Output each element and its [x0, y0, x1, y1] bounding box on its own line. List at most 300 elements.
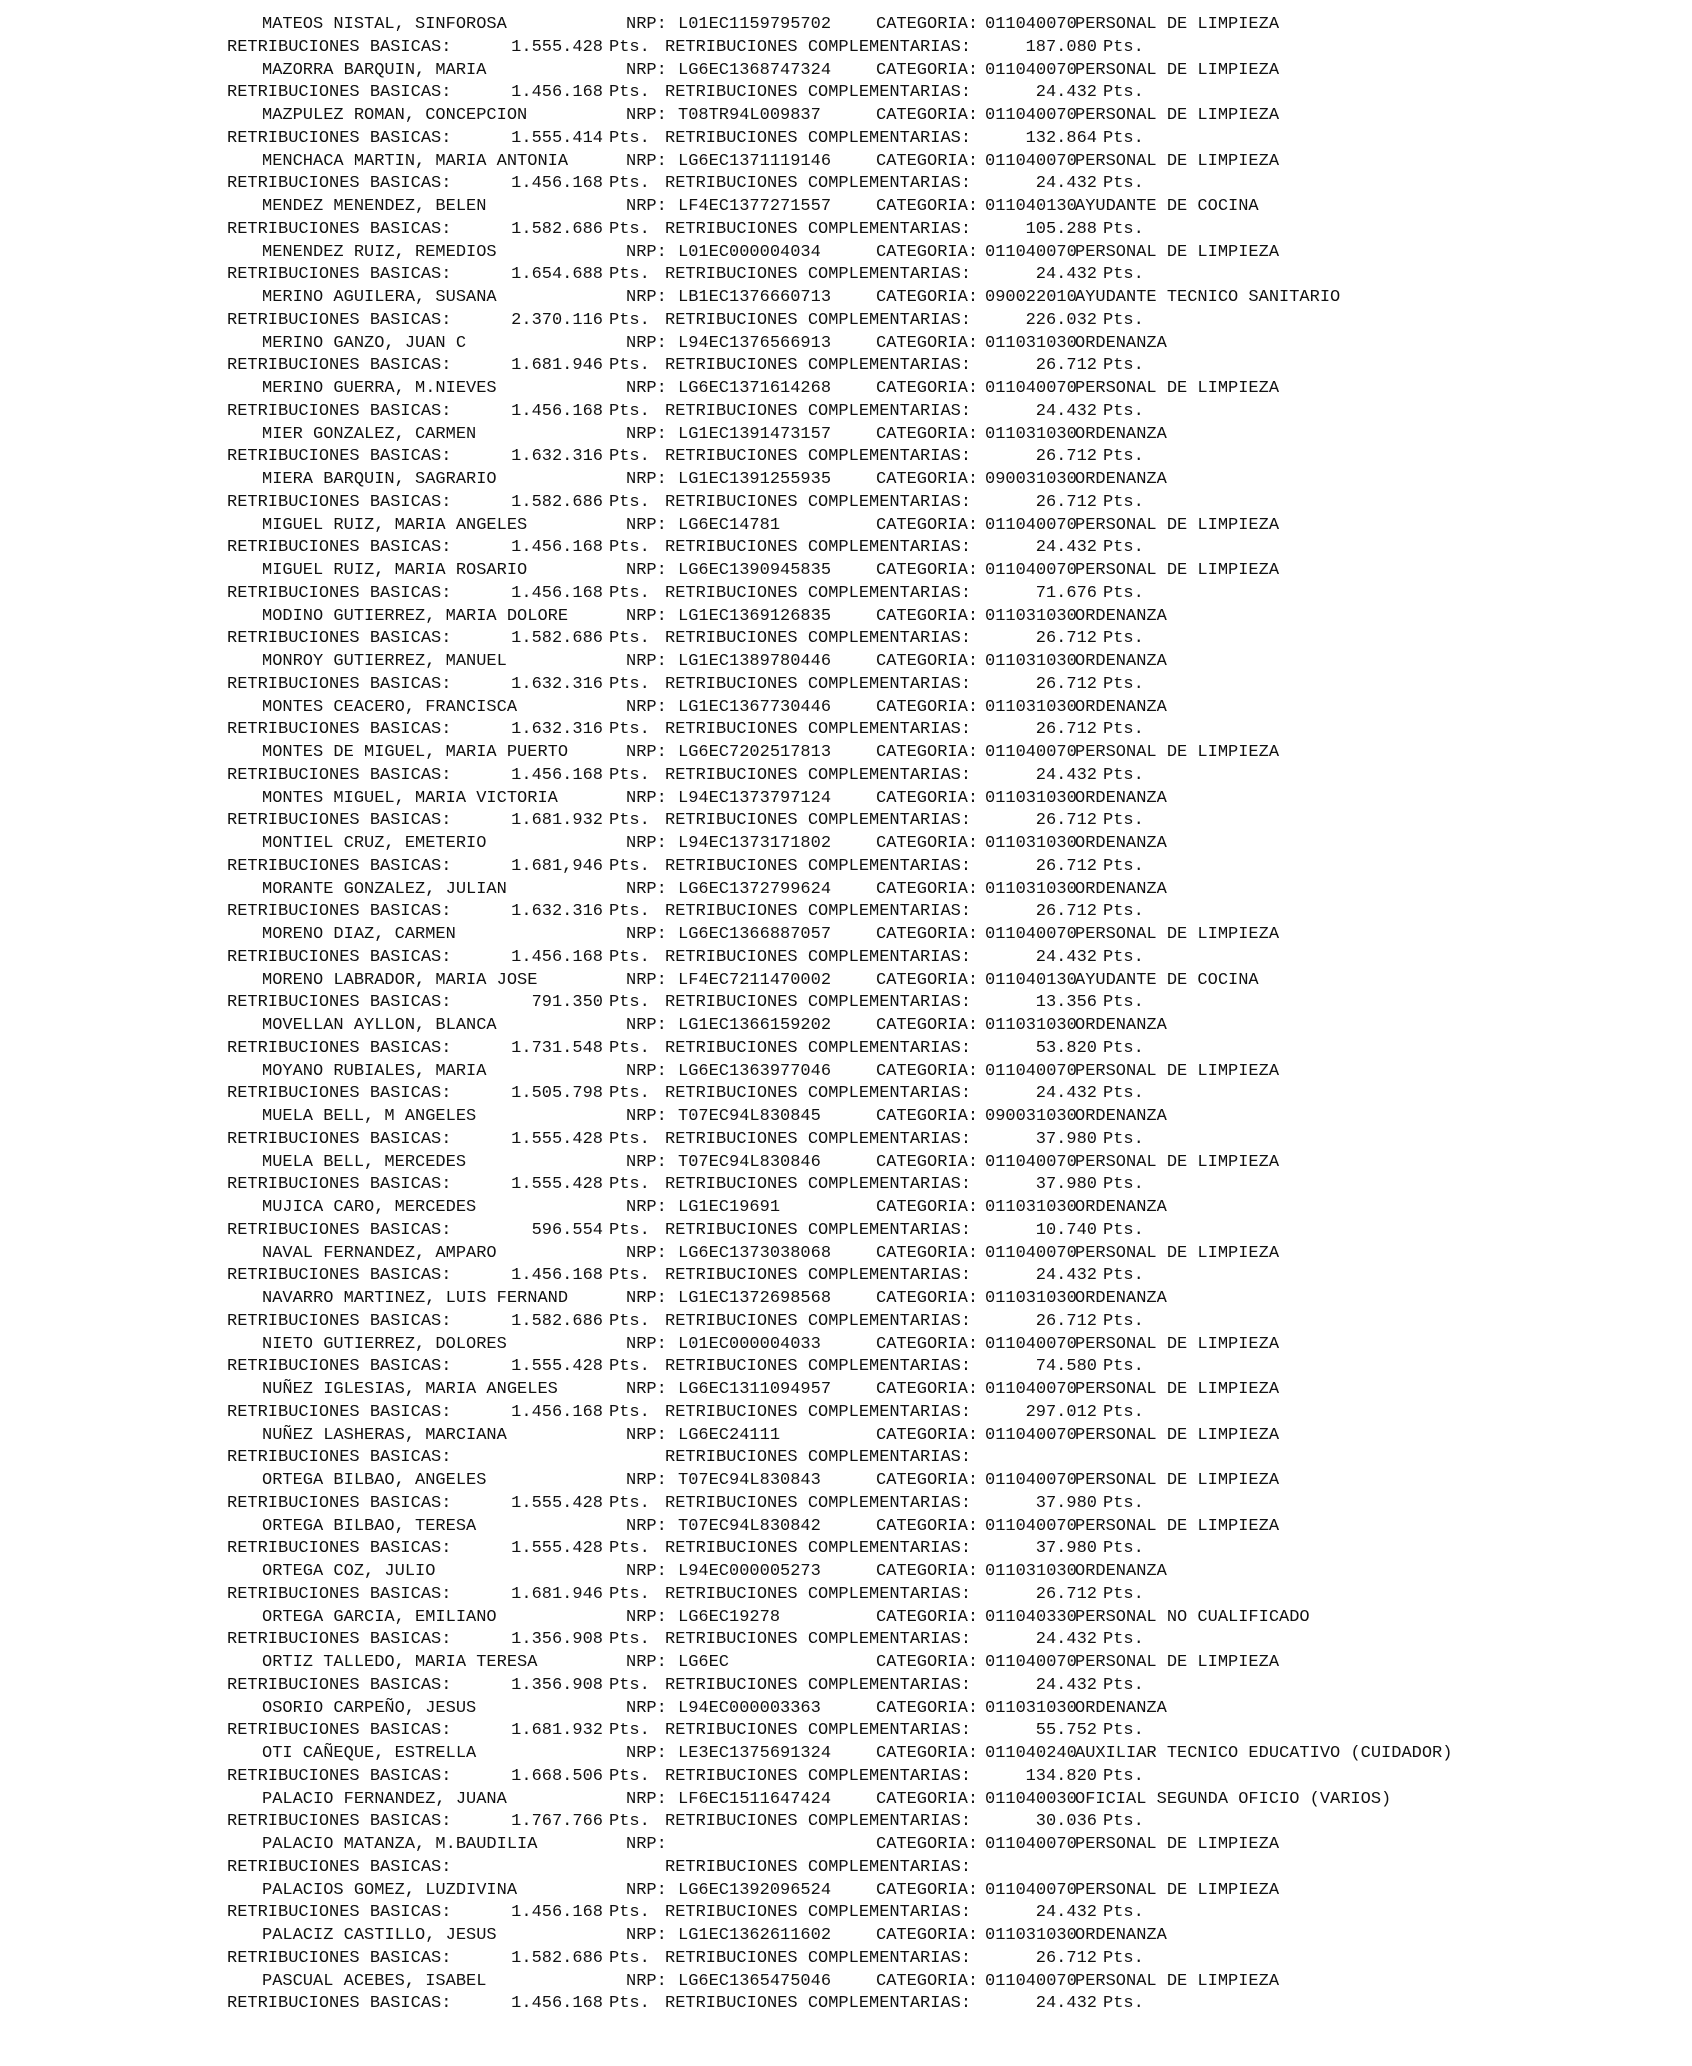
record-salary-line	[227, 583, 1667, 606]
complementarias-value: 297.012	[1025, 1402, 1097, 1422]
complementarias-currency: Pts.	[1103, 629, 1144, 649]
complementarias-currency: Pts.	[1103, 674, 1144, 694]
categoria-label: CATEGORIA:	[876, 925, 979, 944]
basicas-label: RETRIBUCIONES BASICAS:	[227, 447, 452, 467]
complementarias-currency: Pts.	[1103, 401, 1144, 421]
basicas-currency: Pts.	[609, 629, 650, 649]
employee-record	[227, 1925, 1667, 1971]
record-header-line	[227, 1470, 1667, 1493]
nrp-value: LG1EC1372698568	[678, 1289, 832, 1308]
basicas-value: 1.356.908	[511, 1675, 603, 1695]
categoria-name: ORDENANZA	[1075, 879, 1167, 899]
categoria-label: CATEGORIA:	[876, 1016, 979, 1035]
categoria-name: ORDENANZA	[1075, 424, 1167, 444]
categoria-code: 011040070	[985, 242, 1077, 262]
complementarias-currency: Pts.	[1103, 765, 1144, 785]
employee-record	[227, 924, 1667, 970]
nrp-label: NRP:	[626, 197, 667, 216]
nrp-value: LG1EC1366159202	[678, 1016, 832, 1035]
record-salary-line	[227, 82, 1667, 105]
nrp-label: NRP:	[626, 151, 667, 171]
nrp-label: NRP:	[626, 1380, 667, 1399]
record-salary-line	[227, 1174, 1667, 1197]
employee-record	[227, 651, 1667, 697]
nrp-value: LG6EC1373038068	[678, 1243, 832, 1263]
basicas-value: 1.681.946	[511, 356, 603, 376]
record-salary-line	[227, 674, 1667, 697]
nrp-value: LG1EC1367730446	[678, 697, 832, 717]
employee-record	[227, 1789, 1667, 1835]
employee-name: ORTEGA COZ, JULIO	[262, 1562, 436, 1581]
basicas-value: 1.456.168	[511, 1266, 603, 1286]
record-header-line	[227, 606, 1667, 629]
categoria-name: ORDENANZA	[1075, 1289, 1167, 1308]
employee-record	[227, 1516, 1667, 1562]
basicas-currency: Pts.	[609, 765, 650, 785]
complementarias-value: 30.036	[1035, 1812, 1097, 1832]
employee-record	[227, 424, 1667, 470]
nrp-value: LG6EC14781	[678, 515, 781, 535]
complementarias-value: 26.712	[1035, 1311, 1097, 1331]
basicas-currency: Pts.	[609, 128, 650, 148]
basicas-currency: Pts.	[609, 1812, 650, 1832]
categoria-code: 011040070	[985, 1835, 1077, 1854]
record-header-line	[227, 1425, 1667, 1448]
categoria-name: ORDENANZA	[1075, 834, 1167, 853]
record-salary-line	[227, 1720, 1667, 1743]
record-header-line	[227, 833, 1667, 856]
categoria-label: CATEGORIA:	[876, 1653, 979, 1672]
basicas-currency: Pts.	[609, 1266, 650, 1286]
basicas-currency: Pts.	[609, 1630, 650, 1650]
basicas-currency: Pts.	[609, 219, 650, 239]
basicas-label: RETRIBUCIONES BASICAS:	[227, 765, 452, 785]
basicas-label: RETRIBUCIONES BASICAS:	[227, 720, 452, 740]
complementarias-value: 26.712	[1035, 902, 1097, 922]
basicas-currency: Pts.	[609, 1402, 650, 1422]
basicas-label: RETRIBUCIONES BASICAS:	[227, 1357, 452, 1377]
nrp-value: LG6EC1392096524	[678, 1880, 832, 1900]
complementarias-value: 24.432	[1035, 265, 1097, 285]
complementarias-currency: Pts.	[1103, 1539, 1144, 1559]
categoria-code: 011040030	[985, 1789, 1077, 1809]
basicas-label: RETRIBUCIONES BASICAS:	[227, 174, 452, 194]
categoria-label: CATEGORIA:	[876, 970, 979, 990]
basicas-currency: Pts.	[609, 1675, 650, 1695]
basicas-value: 791.350	[531, 993, 603, 1013]
categoria-label: CATEGORIA:	[876, 1744, 979, 1763]
employee-list	[227, 14, 1667, 2016]
record-salary-line	[227, 1857, 1667, 1880]
basicas-label: RETRIBUCIONES BASICAS:	[227, 811, 452, 831]
categoria-code: 011031030	[985, 652, 1077, 671]
employee-name: NUÑEZ LASHERAS, MARCIANA	[262, 1425, 507, 1445]
employee-record	[227, 1379, 1667, 1425]
employee-record	[227, 469, 1667, 515]
basicas-label: RETRIBUCIONES BASICAS:	[227, 1220, 452, 1240]
employee-name: MERINO GANZO, JUAN C	[262, 333, 467, 353]
nrp-value: LG6EC1366887057	[678, 925, 832, 944]
categoria-label: CATEGORIA:	[876, 1607, 979, 1627]
categoria-name: ORDENANZA	[1075, 1926, 1167, 1945]
complementarias-label: RETRIBUCIONES COMPLEMENTARIAS:	[665, 1948, 972, 1968]
basicas-currency: Pts.	[609, 83, 650, 103]
nrp-value: LG1EC1369126835	[678, 606, 832, 626]
complementarias-label: RETRIBUCIONES COMPLEMENTARIAS:	[665, 993, 972, 1013]
record-header-line	[227, 1880, 1667, 1903]
categoria-label: CATEGORIA:	[876, 15, 979, 34]
basicas-currency: Pts.	[609, 37, 650, 57]
basicas-label: RETRIBUCIONES BASICAS:	[227, 1630, 452, 1650]
basicas-label: RETRIBUCIONES BASICAS:	[227, 1948, 452, 1968]
nrp-value: LG6EC1368747324	[678, 60, 832, 80]
record-header-line	[227, 879, 1667, 902]
categoria-label: CATEGORIA:	[876, 1198, 979, 1217]
nrp-value: T07EC94L830842	[678, 1516, 821, 1536]
basicas-label: RETRIBUCIONES BASICAS:	[227, 856, 452, 876]
nrp-label: NRP:	[626, 970, 667, 990]
basicas-currency: Pts.	[609, 1175, 650, 1195]
basicas-value: 2.370.116	[511, 310, 603, 330]
basicas-label: RETRIBUCIONES BASICAS:	[227, 1903, 452, 1923]
nrp-value: LG1EC1389780446	[678, 652, 832, 671]
basicas-label: RETRIBUCIONES BASICAS:	[227, 1675, 452, 1695]
record-header-line	[227, 1516, 1667, 1539]
categoria-name: PERSONAL DE LIMPIEZA	[1075, 151, 1280, 171]
complementarias-currency: Pts.	[1103, 174, 1144, 194]
record-header-line	[227, 287, 1667, 310]
employee-name: OSORIO CARPEÑO, JESUS	[262, 1698, 477, 1718]
employee-name: MATEOS NISTAL, SINFOROSA	[262, 15, 507, 34]
basicas-label: RETRIBUCIONES BASICAS:	[227, 538, 452, 558]
complementarias-currency: Pts.	[1103, 1493, 1144, 1513]
record-salary-line	[227, 128, 1667, 151]
complementarias-value: 37.980	[1035, 1129, 1097, 1149]
record-header-line	[227, 788, 1667, 811]
complementarias-label: RETRIBUCIONES COMPLEMENTARIAS:	[665, 947, 972, 967]
categoria-name: PERSONAL DE LIMPIEZA	[1075, 106, 1280, 125]
basicas-label: RETRIBUCIONES BASICAS:	[227, 83, 452, 103]
categoria-code: 011031030	[985, 788, 1077, 808]
categoria-label: CATEGORIA:	[876, 561, 979, 580]
employee-record	[227, 1470, 1667, 1516]
basicas-currency: Pts.	[609, 1129, 650, 1149]
record-header-line	[227, 1152, 1667, 1175]
categoria-name: PERSONAL DE LIMPIEZA	[1075, 1471, 1280, 1490]
employee-record	[227, 560, 1667, 606]
categoria-name: PERSONAL DE LIMPIEZA	[1075, 1653, 1280, 1672]
record-salary-line	[227, 1265, 1667, 1288]
record-header-line	[227, 515, 1667, 538]
employee-name: MORENO LABRADOR, MARIA JOSE	[262, 970, 538, 990]
record-header-line	[227, 333, 1667, 356]
complementarias-value: 26.712	[1035, 856, 1097, 876]
basicas-value: 1.456.168	[511, 83, 603, 103]
categoria-code: 011031030	[985, 879, 1077, 899]
categoria-label: CATEGORIA:	[876, 288, 979, 307]
categoria-code: 011040070	[985, 561, 1077, 580]
complementarias-currency: Pts.	[1103, 128, 1144, 148]
complementarias-label: RETRIBUCIONES COMPLEMENTARIAS:	[665, 1266, 972, 1286]
categoria-label: CATEGORIA:	[876, 1334, 979, 1354]
basicas-value: 1.681.932	[511, 1721, 603, 1741]
complementarias-currency: Pts.	[1103, 1402, 1144, 1422]
basicas-currency: Pts.	[609, 1220, 650, 1240]
categoria-name: AYUDANTE DE COCINA	[1075, 970, 1259, 990]
employee-record	[227, 1561, 1667, 1607]
complementarias-currency: Pts.	[1103, 447, 1144, 467]
employee-name: OTI CAÑEQUE, ESTRELLA	[262, 1744, 477, 1763]
categoria-code: 011031030	[985, 1016, 1077, 1035]
complementarias-currency: Pts.	[1103, 538, 1144, 558]
complementarias-value: 24.432	[1035, 1903, 1097, 1923]
categoria-name: PERSONAL DE LIMPIEZA	[1075, 60, 1280, 80]
basicas-value: 1.456.168	[511, 538, 603, 558]
basicas-value: 1.456.168	[511, 947, 603, 967]
categoria-code: 011040240	[985, 1744, 1077, 1763]
employee-name: PALACIZ CASTILLO, JESUS	[262, 1926, 497, 1945]
complementarias-label: RETRIBUCIONES COMPLEMENTARIAS:	[665, 538, 972, 558]
nrp-value: LG6EC19278	[678, 1607, 781, 1627]
complementarias-label: RETRIBUCIONES COMPLEMENTARIAS:	[665, 492, 972, 512]
record-salary-line	[227, 1038, 1667, 1061]
record-header-line	[227, 1698, 1667, 1721]
categoria-code: 011031030	[985, 1926, 1077, 1945]
complementarias-currency: Pts.	[1103, 310, 1144, 330]
basicas-label: RETRIBUCIONES BASICAS:	[227, 1084, 452, 1104]
complementarias-value: 24.432	[1035, 538, 1097, 558]
complementarias-value: 13.356	[1035, 993, 1097, 1013]
nrp-label: NRP:	[626, 606, 667, 626]
employee-name: MENENDEZ RUIZ, REMEDIOS	[262, 242, 497, 262]
nrp-label: NRP:	[626, 470, 667, 489]
employee-name: MONTES CEACERO, FRANCISCA	[262, 697, 518, 717]
basicas-label: RETRIBUCIONES BASICAS:	[227, 37, 452, 57]
basicas-label: RETRIBUCIONES BASICAS:	[227, 902, 452, 922]
categoria-code: 011031030	[985, 1562, 1077, 1581]
record-header-line	[227, 378, 1667, 401]
complementarias-currency: Pts.	[1103, 1675, 1144, 1695]
basicas-label: RETRIBUCIONES BASICAS:	[227, 1311, 452, 1331]
complementarias-value: 24.432	[1035, 1630, 1097, 1650]
categoria-label: CATEGORIA:	[876, 1289, 979, 1308]
complementarias-label: RETRIBUCIONES COMPLEMENTARIAS:	[665, 1812, 972, 1832]
categoria-name: ORDENANZA	[1075, 1016, 1167, 1035]
record-salary-line	[227, 446, 1667, 469]
record-salary-line	[227, 219, 1667, 242]
categoria-code: 011040130	[985, 970, 1077, 990]
categoria-name: PERSONAL DE LIMPIEZA	[1075, 1971, 1280, 1991]
record-salary-line	[227, 1629, 1667, 1652]
complementarias-currency: Pts.	[1103, 1175, 1144, 1195]
basicas-currency: Pts.	[609, 856, 650, 876]
nrp-value: LG6EC7202517813	[678, 743, 832, 762]
nrp-label: NRP:	[626, 1516, 667, 1536]
nrp-value: LG1EC19691	[678, 1198, 781, 1217]
basicas-label: RETRIBUCIONES BASICAS:	[227, 219, 452, 239]
complementarias-value: 24.432	[1035, 401, 1097, 421]
employee-record	[227, 1425, 1667, 1471]
categoria-name: PERSONAL DE LIMPIEZA	[1075, 1380, 1280, 1399]
categoria-name: PERSONAL DE LIMPIEZA	[1075, 379, 1280, 398]
employee-record	[227, 970, 1667, 1016]
categoria-label: CATEGORIA:	[876, 424, 979, 444]
nrp-label: NRP:	[626, 1562, 667, 1581]
employee-record	[227, 196, 1667, 242]
basicas-currency: Pts.	[609, 401, 650, 421]
complementarias-value: 53.820	[1035, 1038, 1097, 1058]
complementarias-value: 37.980	[1035, 1539, 1097, 1559]
employee-record	[227, 287, 1667, 333]
complementarias-currency: Pts.	[1103, 947, 1144, 967]
categoria-name: AUXILIAR TECNICO EDUCATIVO (CUIDADOR)	[1075, 1744, 1453, 1763]
complementarias-currency: Pts.	[1103, 1630, 1144, 1650]
basicas-value: 1.654.688	[511, 265, 603, 285]
complementarias-currency: Pts.	[1103, 1994, 1144, 2014]
complementarias-currency: Pts.	[1103, 1721, 1144, 1741]
basicas-value: 1.555.428	[511, 1175, 603, 1195]
complementarias-value: 37.980	[1035, 1175, 1097, 1195]
basicas-value: 1.555.428	[511, 1493, 603, 1513]
record-salary-line	[227, 1083, 1667, 1106]
categoria-name: ORDENANZA	[1075, 1562, 1167, 1581]
employee-name: MOVELLAN AYLLON, BLANCA	[262, 1016, 497, 1035]
nrp-value: LG6EC1371119146	[678, 151, 832, 171]
complementarias-label: RETRIBUCIONES COMPLEMENTARIAS:	[665, 1903, 972, 1923]
basicas-value: 1.555.414	[511, 128, 603, 148]
complementarias-currency: Pts.	[1103, 219, 1144, 239]
nrp-label: NRP:	[626, 788, 667, 808]
categoria-label: CATEGORIA:	[876, 1516, 979, 1536]
complementarias-label: RETRIBUCIONES COMPLEMENTARIAS:	[665, 219, 972, 239]
nrp-value: L94EC000005273	[678, 1562, 821, 1581]
basicas-value: 1.632.316	[511, 902, 603, 922]
basicas-label: RETRIBUCIONES BASICAS:	[227, 401, 452, 421]
basicas-currency: Pts.	[609, 1038, 650, 1058]
basicas-value: 1.582.686	[511, 1311, 603, 1331]
categoria-name: PERSONAL DE LIMPIEZA	[1075, 925, 1280, 944]
complementarias-value: 26.712	[1035, 674, 1097, 694]
record-salary-line	[227, 1584, 1667, 1607]
categoria-label: CATEGORIA:	[876, 788, 979, 808]
employee-name: NAVAL FERNANDEZ, AMPARO	[262, 1243, 497, 1263]
record-header-line	[227, 1607, 1667, 1630]
complementarias-value: 105.288	[1025, 219, 1097, 239]
complementarias-label: RETRIBUCIONES COMPLEMENTARIAS:	[665, 37, 972, 57]
nrp-label: NRP:	[626, 106, 667, 125]
complementarias-currency: Pts.	[1103, 492, 1144, 512]
employee-name: NIETO GUTIERREZ, DOLORES	[262, 1334, 507, 1354]
record-salary-line	[227, 355, 1667, 378]
basicas-currency: Pts.	[609, 1766, 650, 1786]
categoria-code: 011040070	[985, 515, 1077, 535]
record-header-line	[227, 105, 1667, 128]
employee-record	[227, 105, 1667, 151]
record-salary-line	[227, 1902, 1667, 1925]
record-salary-line	[227, 947, 1667, 970]
nrp-label: NRP:	[626, 60, 667, 80]
basicas-value: 1.456.168	[511, 1903, 603, 1923]
nrp-value: LG6EC	[678, 1653, 730, 1672]
employee-name: MIGUEL RUIZ, MARIA ANGELES	[262, 515, 528, 535]
nrp-label: NRP:	[626, 15, 667, 34]
complementarias-label: RETRIBUCIONES COMPLEMENTARIAS:	[665, 1857, 972, 1877]
complementarias-value: 26.712	[1035, 356, 1097, 376]
employee-name: MORENO DIAZ, CARMEN	[262, 925, 456, 944]
record-header-line	[227, 424, 1667, 447]
record-header-line	[227, 14, 1667, 37]
record-header-line	[227, 1652, 1667, 1675]
basicas-label: RETRIBUCIONES BASICAS:	[227, 310, 452, 330]
employee-record	[227, 1743, 1667, 1789]
nrp-value: L94EC1376566913	[678, 333, 832, 353]
nrp-label: NRP:	[626, 1926, 667, 1945]
basicas-value: 1.582.686	[511, 1948, 603, 1968]
categoria-code: 011040130	[985, 197, 1077, 216]
basicas-value: 1.582.686	[511, 629, 603, 649]
complementarias-value: 71.676	[1035, 583, 1097, 603]
basicas-currency: Pts.	[609, 174, 650, 194]
basicas-label: RETRIBUCIONES BASICAS:	[227, 128, 452, 148]
record-header-line	[227, 1789, 1667, 1812]
employee-record	[227, 1106, 1667, 1152]
nrp-value: LG6EC1363977046	[678, 1061, 832, 1081]
complementarias-label: RETRIBUCIONES COMPLEMENTARIAS:	[665, 1311, 972, 1331]
complementarias-label: RETRIBUCIONES COMPLEMENTARIAS:	[665, 856, 972, 876]
complementarias-value: 24.432	[1035, 1994, 1097, 2014]
basicas-value: 1.632.316	[511, 674, 603, 694]
categoria-name: PERSONAL DE LIMPIEZA	[1075, 15, 1280, 34]
complementarias-label: RETRIBUCIONES COMPLEMENTARIAS:	[665, 765, 972, 785]
nrp-value: T07EC94L830846	[678, 1152, 821, 1172]
employee-name: MONTES MIGUEL, MARIA VICTORIA	[262, 788, 558, 808]
record-header-line	[227, 697, 1667, 720]
categoria-name: ORDENANZA	[1075, 1198, 1167, 1217]
employee-name: MODINO GUTIERREZ, MARIA DOLORE	[262, 606, 569, 626]
basicas-label: RETRIBUCIONES BASICAS:	[227, 265, 452, 285]
complementarias-value: 24.432	[1035, 83, 1097, 103]
complementarias-label: RETRIBUCIONES COMPLEMENTARIAS:	[665, 629, 972, 649]
complementarias-value: 24.432	[1035, 174, 1097, 194]
nrp-label: NRP:	[626, 697, 667, 717]
categoria-label: CATEGORIA:	[876, 1880, 979, 1900]
employee-name: ORTEGA GARCIA, EMILIANO	[262, 1607, 497, 1627]
basicas-currency: Pts.	[609, 1493, 650, 1513]
employee-record	[227, 1152, 1667, 1198]
basicas-label: RETRIBUCIONES BASICAS:	[227, 1175, 452, 1195]
employee-name: MONTIEL CRUZ, EMETERIO	[262, 834, 487, 853]
nrp-value: LG6EC24111	[678, 1425, 781, 1445]
record-salary-line	[227, 810, 1667, 833]
record-salary-line	[227, 1811, 1667, 1834]
categoria-code: 011040070	[985, 1380, 1077, 1399]
basicas-value: 1.767.766	[511, 1812, 603, 1832]
nrp-value: LG1EC1391255935	[678, 470, 832, 489]
categoria-code: 011040070	[985, 1061, 1077, 1081]
nrp-label: NRP:	[626, 1061, 667, 1081]
basicas-value: 1.356.908	[511, 1630, 603, 1650]
categoria-name: AYUDANTE TECNICO SANITARIO	[1075, 288, 1341, 307]
categoria-code: 011031030	[985, 606, 1077, 626]
categoria-label: CATEGORIA:	[876, 834, 979, 853]
basicas-label: RETRIBUCIONES BASICAS:	[227, 1448, 452, 1468]
complementarias-value: 26.712	[1035, 720, 1097, 740]
basicas-value: 1.582.686	[511, 219, 603, 239]
record-header-line	[227, 1243, 1667, 1266]
basicas-label: RETRIBUCIONES BASICAS:	[227, 1721, 452, 1741]
nrp-value: LF4EC1377271557	[678, 197, 832, 216]
nrp-value: L94EC1373797124	[678, 788, 832, 808]
